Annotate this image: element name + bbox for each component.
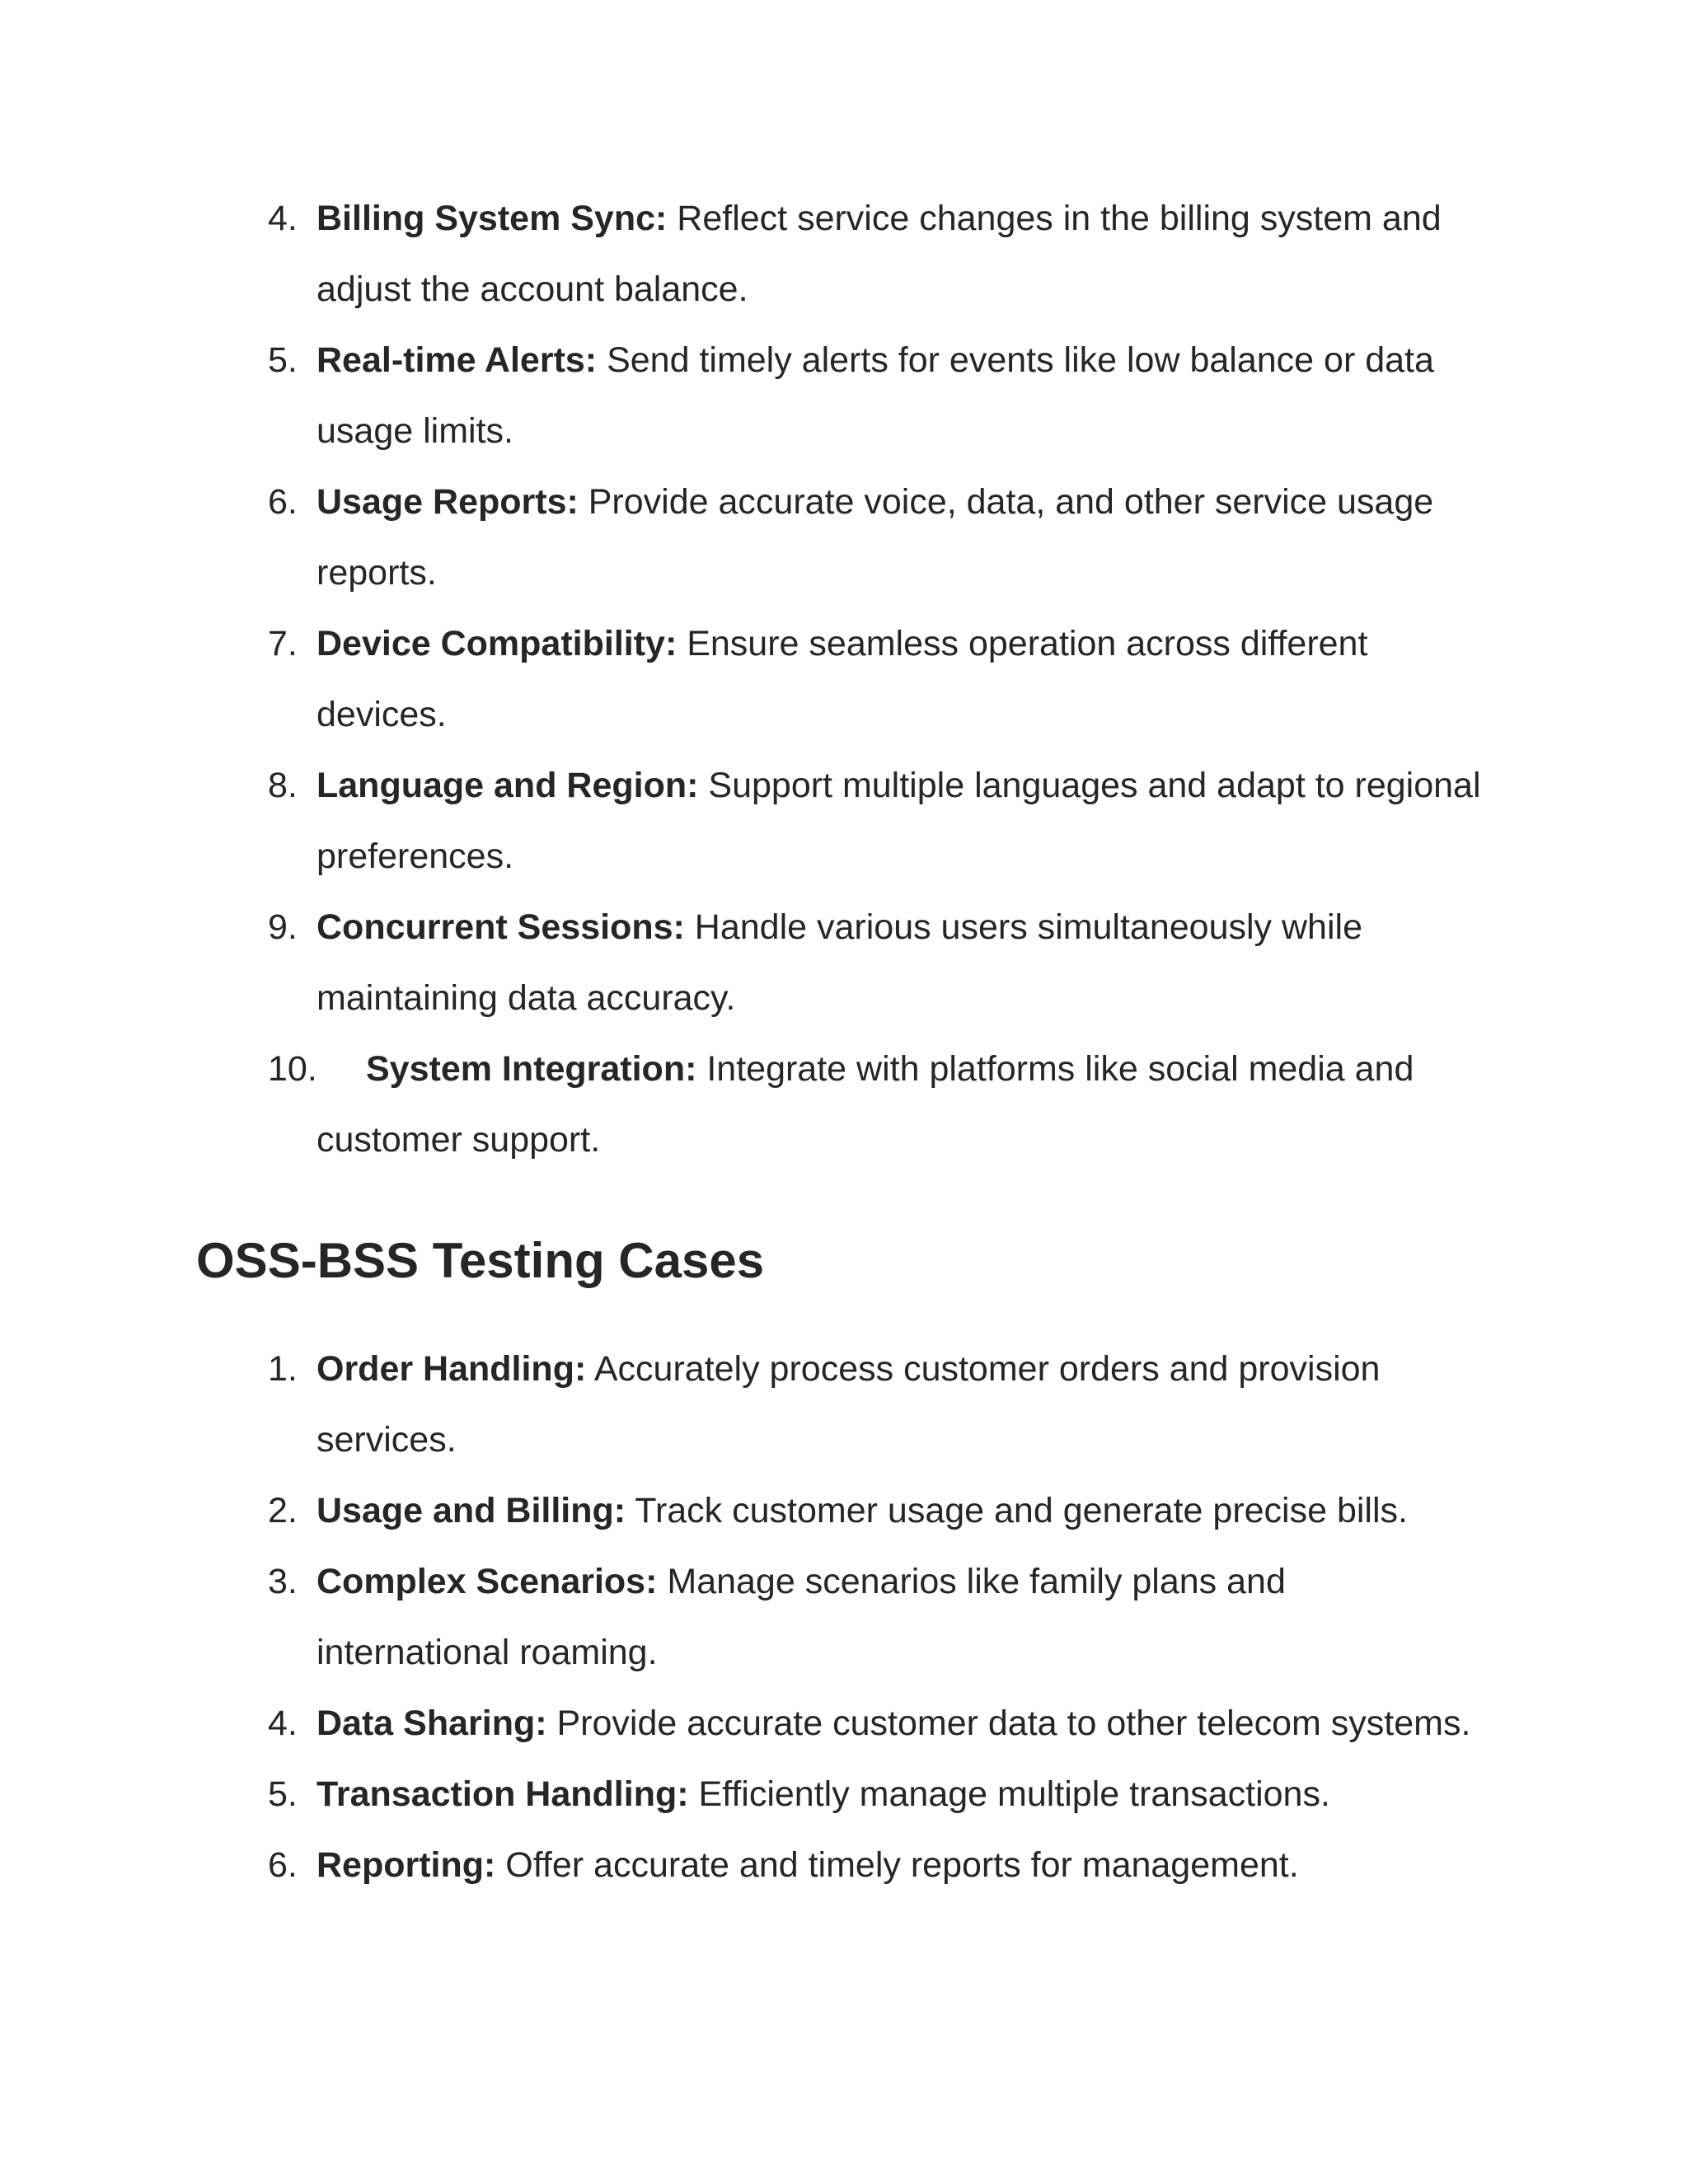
list-item [0, 1830, 1688, 1900]
list-number: 5. [268, 1774, 298, 1814]
list-item [0, 183, 1688, 325]
item-description: Provide accurate customer data to other telecom systems. [546, 1704, 1471, 1743]
item-label: Data Sharing: [316, 1704, 547, 1743]
list-number: 1. [268, 1349, 298, 1389]
list-number: 9. [268, 907, 298, 947]
item-label: Concurrent Sessions: [316, 907, 685, 947]
item-description: Send timely alerts for events like low balance or data usage limits. [316, 340, 1434, 451]
list-number: 4. [268, 199, 298, 238]
list-item [0, 1033, 1688, 1175]
list-item [0, 1475, 1688, 1546]
item-description: Efficiently manage multiple transactions. [688, 1774, 1330, 1814]
list-number: 10. [268, 1049, 317, 1089]
item-label: Language and Region: [316, 766, 699, 805]
item-label: System Integration: [366, 1049, 697, 1089]
item-label: Reporting: [316, 1845, 496, 1885]
list-item [0, 1333, 1688, 1475]
item-label: Real-time Alerts: [316, 340, 598, 380]
list-number: 8. [268, 766, 298, 805]
list-item [0, 466, 1688, 608]
item-label: Order Handling: [316, 1349, 587, 1389]
item-label: Device Compatibility: [316, 624, 678, 663]
item-description: Track customer usage and generate precise bills. [626, 1491, 1408, 1530]
list-item [0, 1688, 1688, 1759]
list-item [0, 1546, 1688, 1688]
item-label: Transaction Handling: [316, 1774, 689, 1814]
item-description: Reflect service changes in the billing system and adjust the account balance. [316, 199, 1442, 309]
item-label: Usage Reports: [316, 482, 579, 522]
item-description: Ensure seamless operation across different devices. [316, 624, 1368, 734]
list-number: 6. [268, 482, 298, 522]
requirements-list [0, 183, 1688, 1175]
list-number: 3. [268, 1562, 298, 1601]
list-item [0, 750, 1688, 892]
list-number: 6. [268, 1845, 298, 1885]
list-item [0, 325, 1688, 466]
item-description: Provide accurate voice, data, and other service usage reports. [316, 482, 1434, 593]
item-label: Usage and Billing: [316, 1491, 626, 1530]
item-label: Complex Scenarios: [316, 1562, 658, 1601]
item-label: Billing System Sync: [316, 199, 668, 238]
testing-cases-list [0, 1333, 1688, 1900]
list-number: 5. [268, 340, 298, 380]
item-description: Handle various users simultaneously while maintaining data accuracy. [316, 907, 1362, 1018]
item-description: Accurately process customer orders and provision services. [316, 1349, 1381, 1460]
list-number: 4. [268, 1704, 298, 1743]
item-description: Integrate with platforms like social media and customer support. [316, 1049, 1414, 1160]
list-number: 2. [268, 1491, 298, 1530]
list-item [0, 608, 1688, 750]
section-heading: OSS-BSS Testing Cases [196, 1233, 765, 1288]
item-description: Offer accurate and timely reports for management. [495, 1845, 1299, 1885]
list-number: 7. [268, 624, 298, 663]
list-item [0, 892, 1688, 1033]
item-description: Support multiple languages and adapt to regional preferences. [316, 766, 1481, 876]
item-description: Manage scenarios like family plans and international roaming. [316, 1562, 1286, 1672]
list-item [0, 1759, 1688, 1830]
